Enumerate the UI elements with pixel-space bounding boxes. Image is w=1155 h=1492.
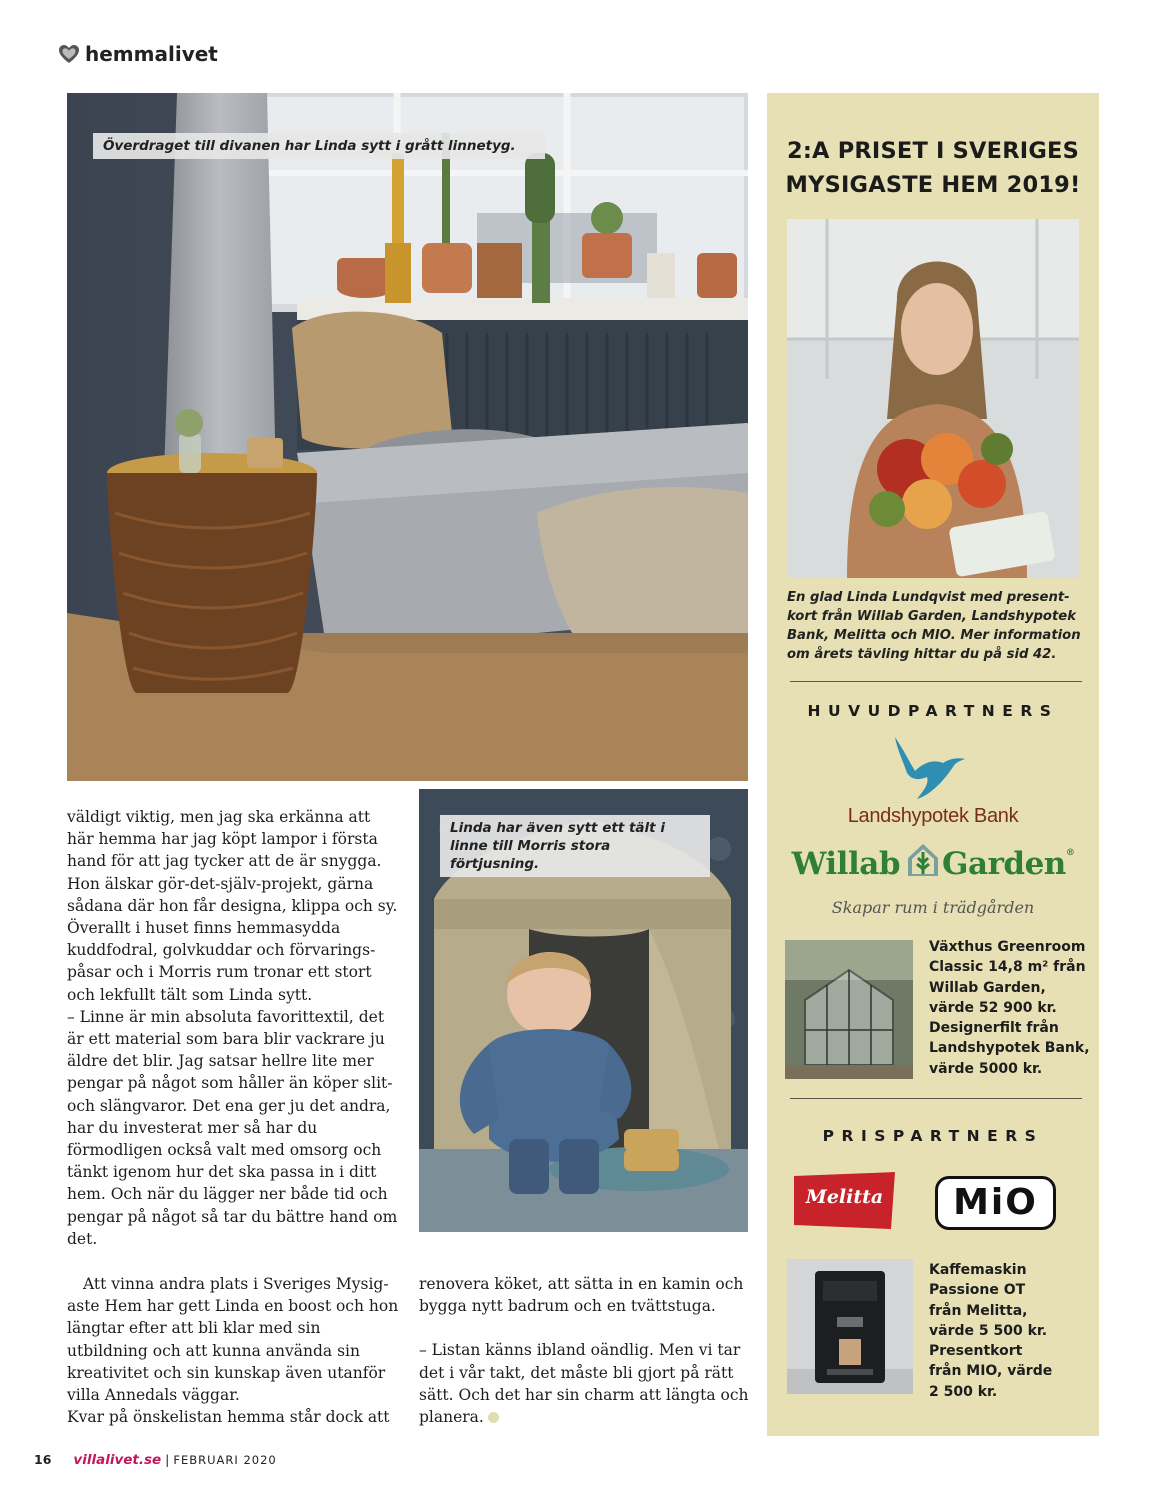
main-photo [67,93,748,781]
winner-portrait-image [787,219,1079,578]
section-brand [57,42,218,66]
greenhouse-image [785,940,913,1079]
tent-photo-caption [440,815,710,877]
sidebar-title [767,134,1099,202]
page-footer [34,1452,277,1468]
article-paragraph: Att vinna andra plats i Sveriges Mysigaste Hem har gett Linda en boost och hon längtar efter att bli klar med sin utbildning och att kunna använda sin kreativitet och sin kunskap även utanför villa Annedals väggar. [67,1275,399,1405]
winner-portrait [787,219,1079,578]
main-photo-caption-text: Överdraget till divanen har Linda sytt i grått linnetyg. [103,138,516,154]
heart-icon [57,42,81,66]
footer-separator: | [165,1452,170,1467]
willab-logo-word: Willab [791,846,901,882]
page-number: 16 [34,1452,52,1467]
article-paragraph: renovera köket, att sätta in en kamin och bygga nytt badrum och en tvättstuga. [419,1275,744,1316]
sidebar-title-line: MYSIGASTE HEM 2019! [785,172,1081,198]
article-paragraph: Kvar på önskelistan hemma står dock att [67,1408,390,1427]
willab-logo-word: Garden [942,846,1066,882]
brand-label: hemmalivet [85,42,218,66]
divider [790,1098,1082,1099]
article-paragraph: – Linne är min absoluta favorittextil, det är ett material som bara blir vackrare ju äldre det blir. Jag satsar hellre lite mer pengar på något som håller än köper slit- och slängvaror. Det ena ger ju det andra, har du investerat mer så har du förmodligen också valt med omsorg och tänkt igenom hur det ska passa in i ditt hem. Och när du lägger ner både tid och pengar på något så tar du bättre hand om det. [67,1007,398,1248]
daybed-room-image [67,93,748,781]
coffee-machine-photo [787,1259,913,1394]
sidebar-title-line: 2:A PRISET I SVERIGES [787,138,1079,164]
article-paragraph-text: – Listan känns ibland oändlig. Men vi tar det i vår takt, det måste bli gjort på rätt sätt. Och det har sin charm att längta och planera. [419,1341,749,1427]
bird-icon [885,735,969,801]
article-column-left-bottom [67,1273,399,1428]
willab-tagline: Skapar rum i trädgården [831,898,1035,917]
issue-date: FEBRUARI 2020 [173,1453,277,1467]
landshypotek-logo [767,735,1099,830]
portrait-caption: En glad Linda Lundqvist med presentkort från Willab Garden, Landshypotek Bank, Melitta och MIO. Mer information om årets tävling hittar du på sid 42. [787,590,1081,662]
end-mark-icon [488,1412,499,1423]
registered-mark: ® [1065,848,1075,858]
main-partners-heading: HUVUDPARTNERS [807,702,1059,720]
tent-photo-caption-text: Linda har även sytt ett tält i linne till Morris stora förtjusning. [450,820,665,872]
coffee-machine-image [787,1259,913,1394]
prize-partners-heading: PRISPARTNERS [822,1127,1044,1145]
mio-logo [935,1176,1056,1230]
coffee-prize-text: Kaffemaskin Passione OT från Melitta, värde 5 500 kr. Presentkort från MIO, värde 2 500 kr. [929,1262,1053,1400]
mio-logo-text: MiO [953,1182,1038,1223]
article-column-right [419,1273,751,1428]
greenhouse-photo [785,940,913,1079]
greenhouse-prize-text: Växthus Greenroom Classic 14,8 m² från Willab Garden, värde 52 900 kr. Designerfilt från Landshypotek Bank, värde 5000 kr. [929,939,1090,1077]
greenhouse-icon [906,842,940,878]
article-column-left [67,806,399,1250]
main-photo-caption [93,133,545,159]
willab-garden-logo [767,842,1099,922]
melitta-logo [794,1172,895,1229]
melitta-logo-text: Melitta [805,1186,884,1208]
site-link[interactable]: villalivet.se [73,1452,162,1468]
article-paragraph [419,1339,751,1428]
article-paragraph: väldigt viktig, men jag ska erkänna att här hemma har jag köpt lampor i första hand för att jag tycker att de är snygga. Hon älskar gör-det-själv-projekt, gärna sådana där hon får designa, klippa och sy. Överallt i huset finns hemmasydda kuddfodral, golvkuddar och förvaringspåsar och i Morris rum tronar ett stort och lekfullt tält som Linda sytt. [67,808,398,1004]
divider [790,681,1082,682]
landshypotek-logo-text: Landshypotek Bank [847,805,1019,827]
